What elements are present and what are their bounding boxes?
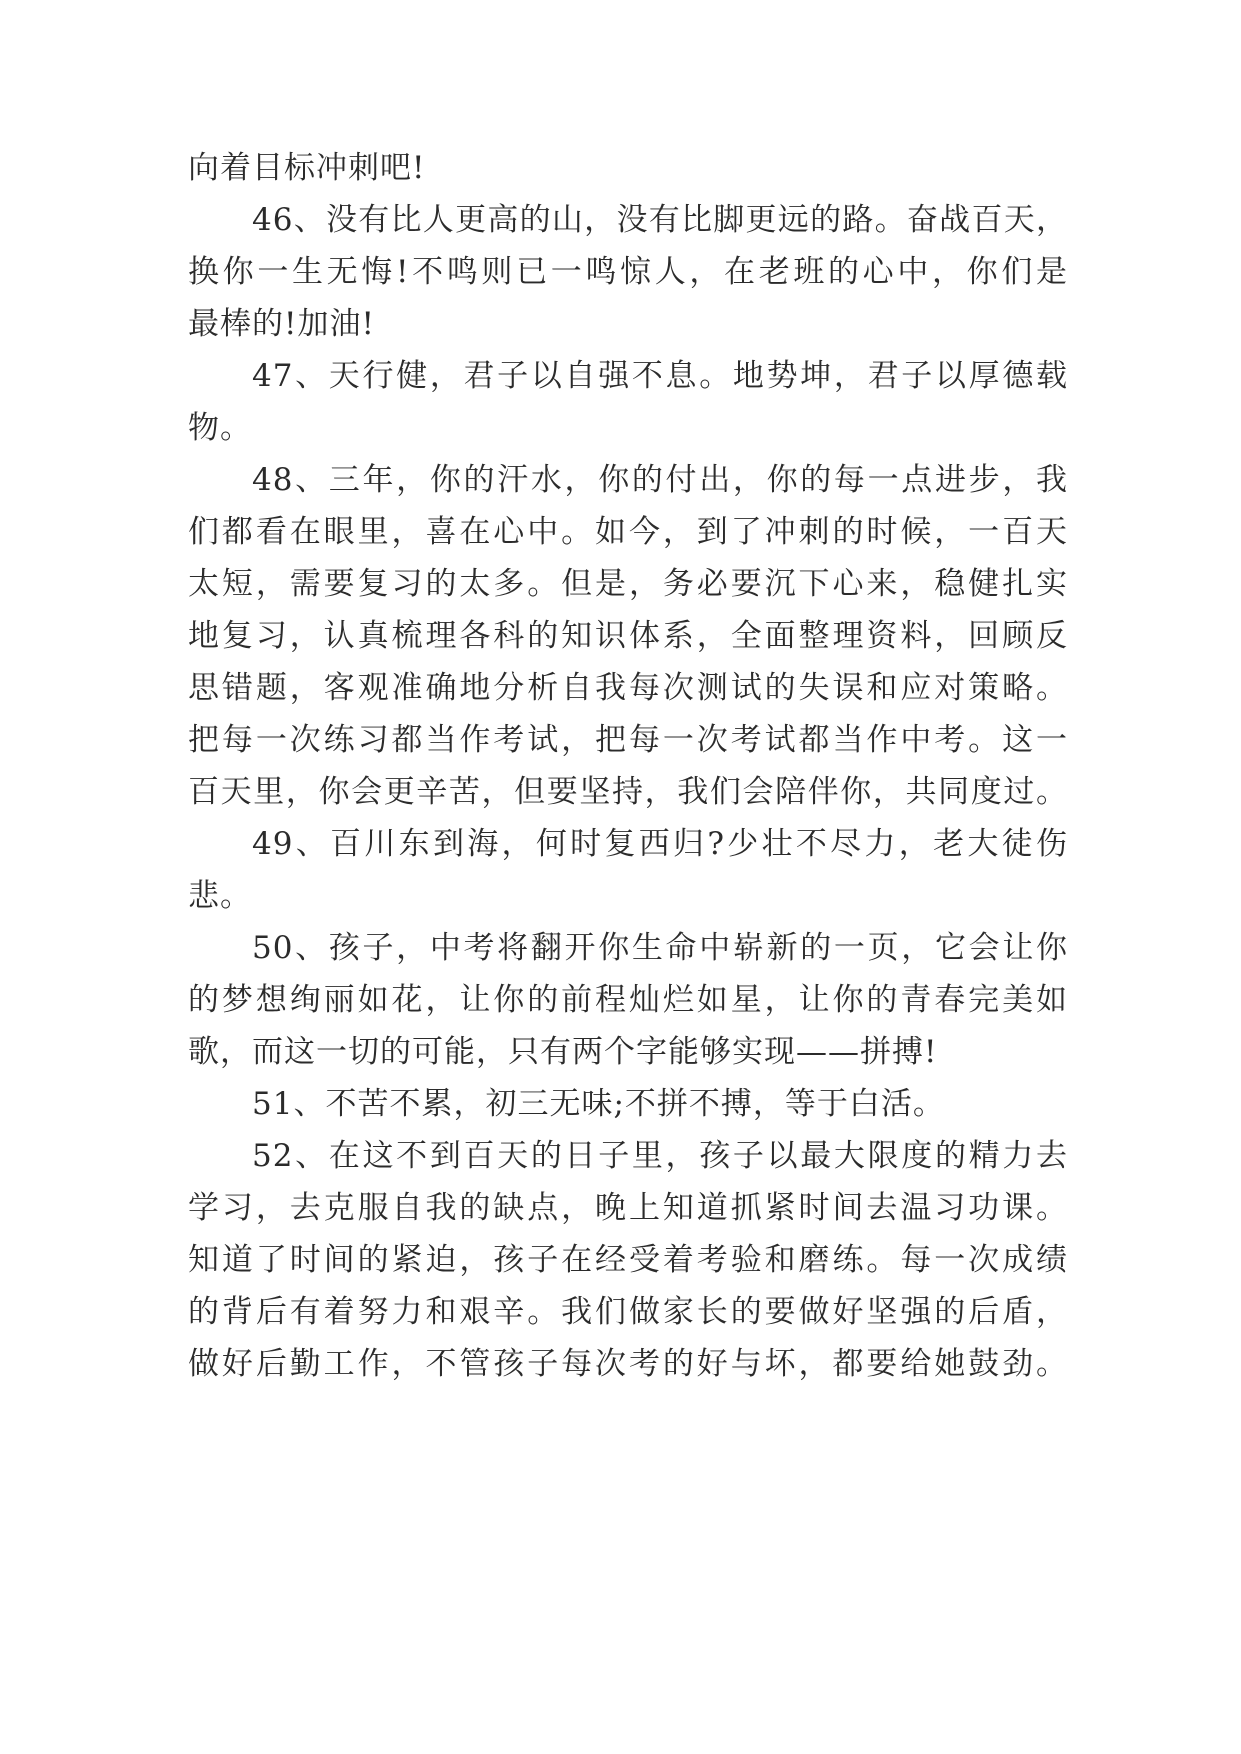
text-line: 50、孩子，中考将翻开你生命中崭新的一页，它会让你	[252, 930, 1068, 966]
text-line: 的梦想绚丽如花，让你的前程灿烂如星，让你的青春完美如	[188, 982, 1068, 1018]
text-line: 52、在这不到百天的日子里，孩子以最大限度的精力去	[252, 1138, 1068, 1174]
text-line: 向着目标冲刺吧!	[188, 150, 426, 186]
text-line: 地复习，认真梳理各科的知识体系，全面整理资料，回顾反	[188, 618, 1068, 654]
text-line: 学习，去克服自我的缺点，晚上知道抓紧时间去温习功课。	[188, 1190, 1068, 1226]
text-line: 太短，需要复习的太多。但是，务必要沉下心来，稳健扎实	[188, 566, 1068, 602]
text-line: 歌，而这一切的可能，只有两个字能够实现——拼搏!	[188, 1034, 938, 1070]
text-line: 49、百川东到海，何时复西归?少壮不尽力，老大徒伤	[252, 826, 1068, 862]
text-line: 48、三年，你的汗水，你的付出，你的每一点进步，我	[252, 462, 1068, 498]
text-line: 46、没有比人更高的山，没有比脚更远的路。奋战百天，	[252, 202, 1068, 238]
text-line: 悲。	[188, 878, 252, 914]
text-line: 51、不苦不累，初三无味;不拼不搏，等于白活。	[252, 1086, 945, 1122]
text-line: 做好后勤工作，不管孩子每次考的好与坏，都要给她鼓劲。	[188, 1346, 1068, 1382]
text-line: 换你一生无悔!不鸣则已一鸣惊人，在老班的心中，你们是	[188, 254, 1068, 290]
text-line: 知道了时间的紧迫，孩子在经受着考验和磨练。每一次成绩	[188, 1242, 1068, 1278]
text-line: 物。	[188, 410, 252, 446]
text-line: 思错题，客观准确地分析自我每次测试的失误和应对策略。	[188, 670, 1068, 706]
text-line: 把每一次练习都当作考试，把每一次考试都当作中考。这一	[188, 722, 1068, 758]
text-line: 们都看在眼里，喜在心中。如今，到了冲刺的时候，一百天	[188, 514, 1068, 550]
text-line: 47、天行健，君子以自强不息。地势坤，君子以厚德载	[252, 358, 1068, 394]
text-line: 百天里，你会更辛苦，但要坚持，我们会陪伴你，共同度过。	[188, 774, 1068, 810]
text-line: 的背后有着努力和艰辛。我们做家长的要做好坚强的后盾，	[188, 1294, 1068, 1330]
text-line: 最棒的!加油!	[188, 306, 375, 342]
